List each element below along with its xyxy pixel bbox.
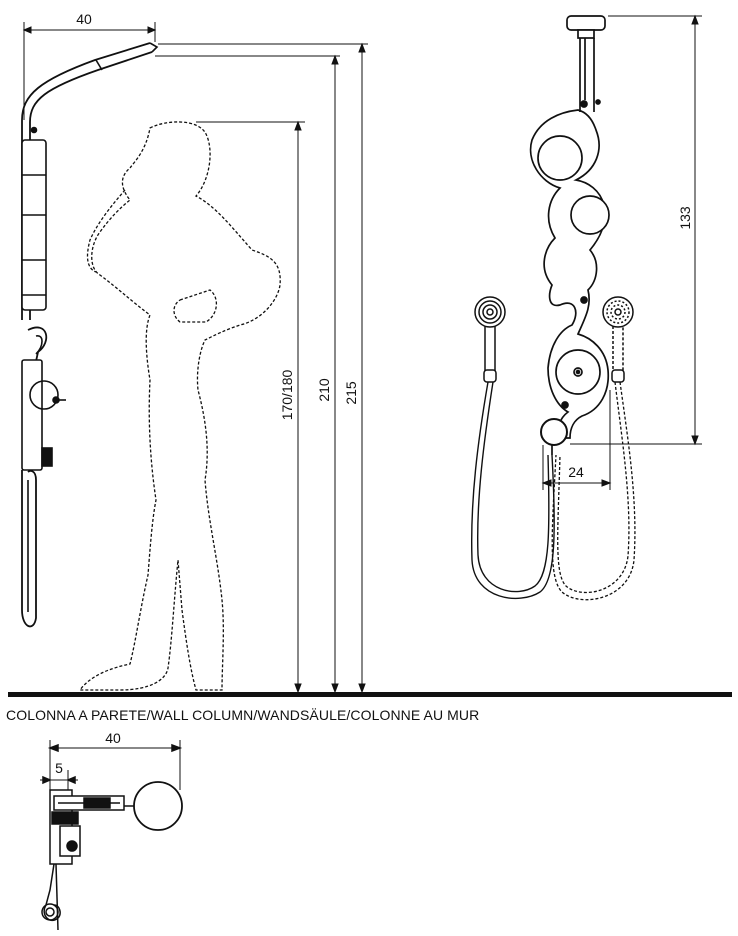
caption-label: COLONNA A PARETE/WALL COLUMN/WANDSÄULE/COLONNE AU MUR: [6, 707, 480, 723]
user-silhouette: [80, 122, 280, 690]
dim-handshower-spacing: 24: [568, 464, 584, 480]
dim-front-height: 133: [677, 206, 693, 230]
dim-side-width: 40: [76, 11, 92, 27]
side-dimension-lines: [24, 22, 368, 692]
floor-line: [8, 692, 732, 697]
front-dimension-lines: [543, 16, 702, 490]
dim-total-height: 215: [343, 381, 359, 405]
dim-user-height: 170/180: [279, 369, 295, 421]
hand-shower-left: [472, 297, 555, 598]
front-view-column: [531, 16, 609, 455]
dim-head-height: 210: [316, 378, 332, 402]
side-view-column: [22, 43, 157, 626]
dim-plan-offset: 5: [55, 760, 63, 776]
dim-plan-depth: 40: [105, 730, 121, 746]
